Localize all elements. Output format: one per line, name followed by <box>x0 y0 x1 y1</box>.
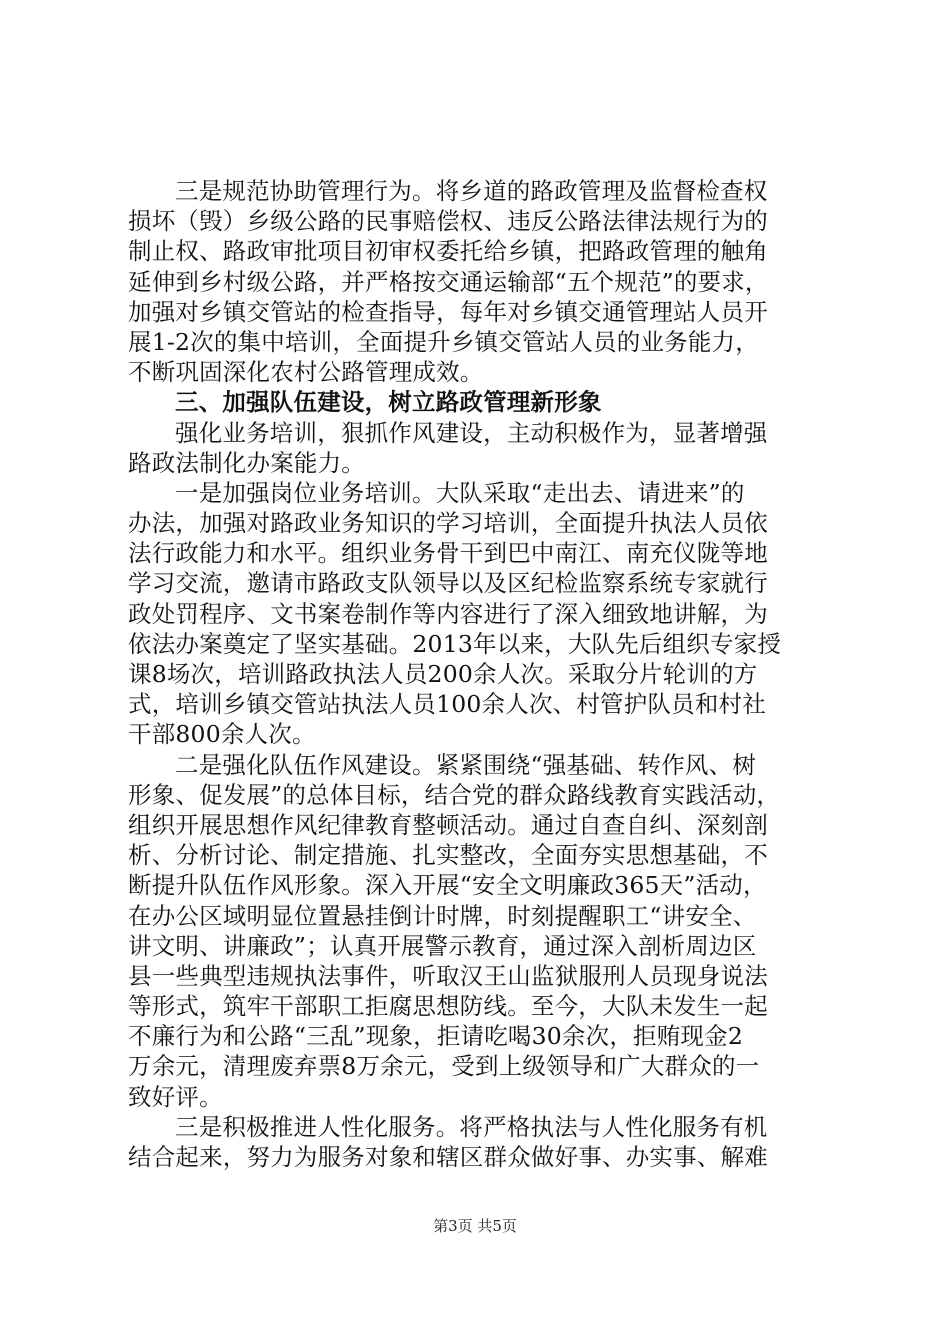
paragraph-line: 损坏（毁）乡级公路的民事赔偿权、违反公路法律法规行为的 <box>128 207 768 236</box>
paragraph-line: 学习交流，邀请市路政支队领导以及区纪检监察系统专家就行 <box>128 569 768 598</box>
paragraph-line: 路政法制化办案能力。 <box>128 448 365 477</box>
paragraph-line: 组织开展思想作风纪律教育整顿活动。通过自查自纠、深刻剖 <box>128 810 768 839</box>
paragraph-line: 不廉行为和公路“三乱”现象，拒请吃喝30余次，拒贿现金2 <box>128 1022 743 1051</box>
paragraph-line: 析、分析讨论、制定措施、扎实整改，全面夯实思想基础，不 <box>128 841 768 870</box>
paragraph-line: 课8场次，培训路政执法人员200余人次。采取分片轮训的方 <box>128 660 758 688</box>
paragraph-line: 二是强化队伍作风建设。紧紧围绕“强基础、转作风、树 <box>175 750 757 779</box>
paragraph-line: 结合起来，努力为服务对象和辖区群众做好事、办实事、解难 <box>128 1143 768 1171</box>
paragraph-line: 办法，加强对路政业务知识的学习培训，全面提升执法人员依 <box>128 509 768 538</box>
paragraph-line: 干部800余人次。 <box>128 720 316 749</box>
paragraph-line: 万余元，清理废弃票8万余元，受到上级领导和广大群众的一 <box>128 1052 760 1081</box>
paragraph-line: 式，培训乡镇交管站执法人员100余人次、村管护队员和村社 <box>128 690 766 719</box>
paragraph-line: 法行政能力和水平。组织业务骨干到巴中南江、南充仪陇等地 <box>128 539 768 568</box>
paragraph-line: 制止权、路政审批项目初审权委托给乡镇，把路政管理的触角 <box>128 237 768 266</box>
paragraph-line: 在办公区域明显位置悬挂倒计时牌，时刻提醒职工“讲安全、 <box>128 901 757 930</box>
paragraph-line: 加强对乡镇交管站的检查指导，每年对乡镇交通管理站人员开 <box>128 297 768 326</box>
paragraph-line: 形象、促发展”的总体目标，结合党的群众路线教育实践活动， <box>128 780 781 809</box>
paragraph-line: 依法办案奠定了坚实基础。2013年以来，大队先后组织专家授 <box>128 629 782 658</box>
paragraph-line: 县一些典型违规执法事件，听取汉王山监狱服刑人员现身说法 <box>128 961 768 990</box>
paragraph-line: 展1-2次的集中培训，全面提升乡镇交管站人员的业务能力， <box>128 327 759 356</box>
body-text <box>128 176 840 1172</box>
paragraph-line: 延伸到乡村级公路，并严格按交通运输部“五个规范”的要求， <box>128 267 769 296</box>
paragraph-line: 致好评。 <box>128 1082 223 1111</box>
section-heading: 三、加强队伍建设，树立路政管理新形象 <box>175 388 602 417</box>
paragraph-line: 讲文明、讲廉政”；认真开展警示教育，通过深入剖析周边区 <box>128 931 757 960</box>
page-number-footer: 第3页 共5页 <box>433 1217 517 1235</box>
paragraph-line: 三是规范协助管理行为。将乡道的路政管理及监督检查权 <box>175 177 768 205</box>
paragraph-line: 等形式，筑牢干部职工拒腐思想防线。至今，大队未发生一起 <box>128 992 768 1021</box>
paragraph-line: 一是加强岗位业务培训。大队采取“走出去、请进来”的 <box>175 478 745 507</box>
paragraph-line: 不断巩固深化农村公路管理成效。 <box>128 358 484 387</box>
paragraph-line: 强化业务培训，狠抓作风建设，主动积极作为，显著增强 <box>175 418 768 447</box>
paragraph-line: 三是积极推进人性化服务。将严格执法与人性化服务有机 <box>175 1112 768 1141</box>
paragraph-line: 政处罚程序、文书案卷制作等内容进行了深入细致地讲解，为 <box>128 599 768 628</box>
paragraph-line: 断提升队伍作风形象。深入开展“安全文明廉政365天”活动， <box>128 871 767 900</box>
